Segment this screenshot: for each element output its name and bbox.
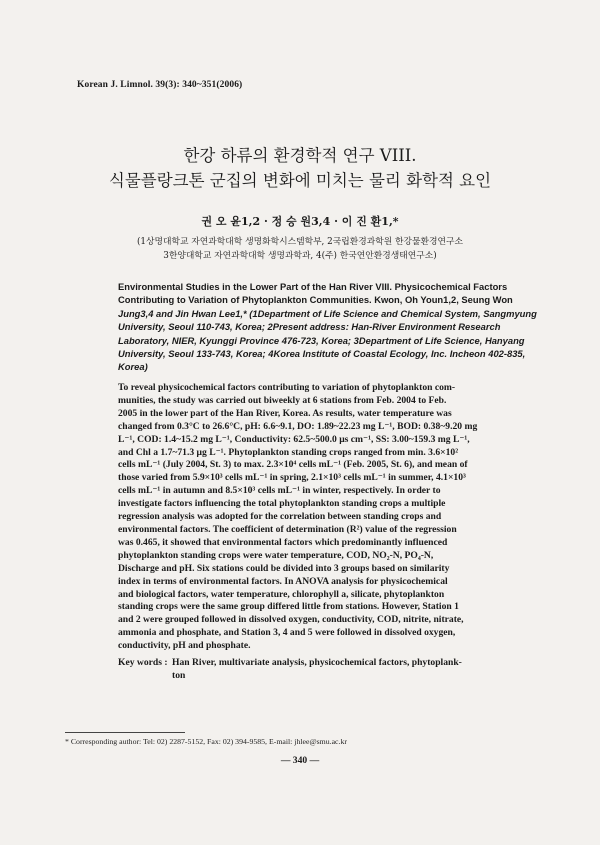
abstract-line: phytoplankton standing crops were water temperature, COD, NO₂-N, PO₄-N, [118, 549, 434, 561]
abstract-line: and 2 were grouped followed in dissolved oxygen, conductivity, COD, nitrite, nitrate, [118, 614, 464, 626]
english-header-line: Contributing to Variation of Phytoplankton Communities. Kwon, Oh Youn1,2, Seung Won [118, 294, 513, 306]
korean-affiliation-line-2: 3한양대학교 자연과학대학 생명과학과, 4(주) 한국연안환경생태연구소) [163, 251, 437, 261]
abstract-line: regression analysis was adopted for the correlation between standing crops and [118, 511, 442, 523]
abstract-line: ammonia and phosphate, and Station 3, 4 and 5 were followed in dissolved oxygen, [118, 627, 456, 639]
abstract-line: cells mL⁻¹ (July 2004, St. 3) to max. 2.3×10⁴ cells mL⁻¹ (Feb. 2005, St. 6), and mean of [118, 459, 468, 471]
abstract [118, 382, 518, 653]
abstract-line: those varied from 5.9×10³ cells mL⁻¹ in spring, 2.1×10³ cells mL⁻¹ in summer, 4.1×10³ [118, 472, 466, 484]
abstract-line: was 0.465, it showed that environmental factors which predominantly influenced [118, 536, 448, 548]
abstract-line: Discharge and pH. Six stations could be divided into 3 groups based on similarity [118, 562, 450, 574]
korean-title-line-2: 식물플랑크톤 군집의 변화에 미치는 물리 화학적 요인 [108, 171, 492, 190]
abstract-line: L⁻¹, COD: 1.4~15.2 mg L⁻¹, Conductivity: 62.5~500.0 μs cm⁻¹, SS: 3.00~159.3 mg L⁻¹, [118, 433, 470, 445]
abstract-line: standing crops were the same group differed little from stations. However, Station 1 [118, 601, 459, 613]
english-header-line: Laboratory, NIER, Kyunggi Province 476-723, Korea; 3Department of Life Science, Hanyang [118, 334, 525, 346]
abstract-line: changed from 0.3°C to 26.6°C, pH: 6.6~9.1, DO: 1.89~22.23 mg L⁻¹, BOD: 0.38~9.20 mg [118, 420, 478, 432]
english-title-block [118, 280, 537, 374]
english-header-line: Korea) [118, 361, 148, 373]
korean-affiliation-line-1: (1상명대학교 자연과학대학 생명화학시스템학부, 2국립환경과학원 한강물환경연구소 [136, 237, 464, 247]
abstract-line: 2005 in the lower part of the Han River, Korea. As results, water temperature was [118, 407, 452, 419]
keywords-text: Han River, multivariate analysis, physicochemical factors, phytoplank- [172, 657, 462, 668]
keywords-line-2: ton [172, 670, 186, 681]
english-header-line: University, Seoul 133-743, Korea; 4Korea Institute of Coastal Ecology, Inc. Incheon 402-835, [118, 348, 526, 360]
korean-title-line-1: 한강 하류의 환경학적 연구 VIII. [183, 146, 417, 165]
abstract-line: environmental factors. The coefficient of determination (R²) value of the regression [118, 523, 457, 535]
abstract-line: To reveal physicochemical factors contributing to variation of phytoplankton com- [118, 382, 456, 393]
page-number: — 340 — [280, 755, 320, 766]
keywords [118, 656, 528, 682]
abstract-line: and biological factors, water temperature, chlorophyll a, silicate, phytoplankton [118, 588, 445, 600]
abstract-line: cells mL⁻¹ in autumn and 8.5×10³ cells mL⁻¹ in winter, respectively. In order to [118, 485, 441, 497]
abstract-line: munities, the study was carried out biweekly at 6 stations from Feb. 2004 to Feb. [118, 394, 447, 406]
abstract-line: index in terms of environmental factors. In ANOVA analysis for physicochemical [118, 575, 448, 587]
footnote-divider [65, 732, 185, 733]
korean-authors: 권 오 윤1,2 · 정 승 원3,4 · 이 진 환1,* [201, 215, 399, 228]
abstract-line: investigate factors influencing the total phytoplankton standing crops a multiple [118, 498, 446, 510]
english-header-line: University, Seoul 110-743, Korea; 2Present address: Han-River Environment Research [118, 321, 501, 333]
abstract-line: and Chl a 1.7~71.3 μg L⁻¹. Phytoplankton standing crops ranged from min. 3.6×10² [118, 446, 459, 458]
corresponding-author-footnote: * Corresponding author: Tel: 02) 2287-5152, Fax: 02) 394-9585, E-mail: jhlee@smu.ac.kr [65, 737, 347, 746]
english-header-line: Jung3,4 and Jin Hwan Lee1,* (1Department of Life Science and Chemical System, Sangmyung [118, 307, 537, 319]
english-header-line: Environmental Studies in the Lower Part of the Han River VIII. Physicochemical Factors [118, 281, 508, 292]
journal-reference: Korean J. Limnol. 39(3): 340~351(2006) [77, 80, 243, 90]
keywords-line-1 [118, 656, 528, 669]
abstract-line: conductivity, pH and phosphate. [118, 640, 251, 652]
keywords-label: Key words : [118, 657, 168, 668]
